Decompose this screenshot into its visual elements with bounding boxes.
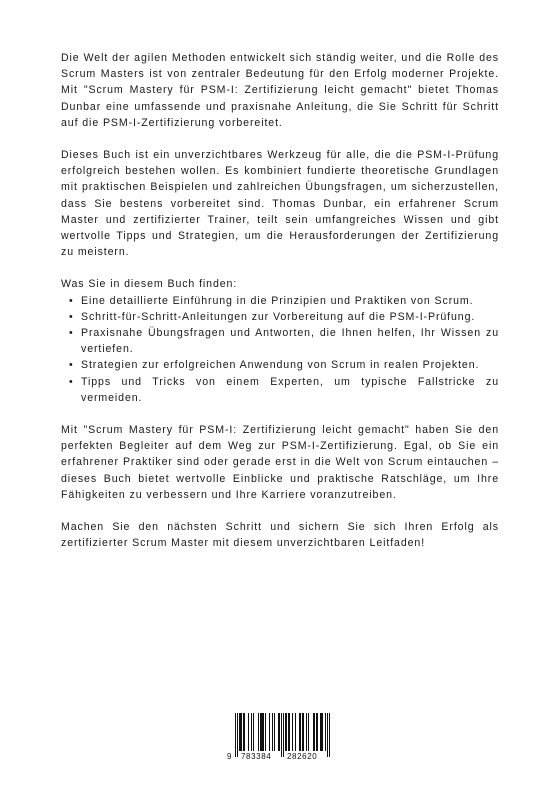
barcode-bar (243, 713, 244, 751)
barcode-bar (295, 713, 296, 751)
barcode-bar (263, 713, 264, 751)
barcode-bar (289, 713, 290, 751)
bullet-icon: • (69, 375, 74, 388)
barcode-bar (285, 713, 286, 751)
feature-list (61, 293, 499, 406)
barcode-bar (300, 713, 301, 751)
list-item-text: Tipps und Tricks von einem Experten, um typische Fallstricke zu vermeiden. (81, 375, 499, 404)
barcode-bar (327, 713, 328, 757)
barcode-lead-digit: 9 (227, 752, 233, 761)
barcode-bar (321, 713, 322, 751)
barcode-bar (272, 713, 273, 751)
barcode-bar (306, 713, 307, 751)
barcode-bar (278, 713, 279, 751)
barcode (227, 711, 335, 763)
barcode-bar (308, 713, 309, 751)
barcode-bar (251, 713, 252, 751)
barcode-bar (244, 713, 245, 751)
barcode-bar (281, 713, 282, 757)
barcode-bar (313, 713, 314, 751)
barcode-bar (265, 713, 266, 751)
list-item-text: Praxisnahe Übungsfragen und Antworten, die Ihnen helfen, Ihr Wissen zu vertiefen. (81, 327, 499, 356)
barcode-bar (314, 713, 315, 751)
barcode-bar (288, 713, 289, 751)
call-to-action-paragraph: Machen Sie den nächsten Schritt und sichern Sie sich Ihren Erfolg als zertifizierter Scrum Master mit diesem unverzichtbaren Leitfaden! (61, 521, 499, 550)
intro-paragraph: Die Welt der agilen Methoden entwickelt sich ständig weiter, und die Rolle des Scrum Masters ist von zentraler Bedeutung für den Erfolg moderner Projekte. Mit "Scrum Mastery für PSM-I: Zertifizierung leicht gemacht" bietet Thomas Dunbar eine umfassende und praxisnahe Anleitung, die Sie Schritt für Schritt auf die PSM-I-Zertifizierung vorbereitet. (61, 52, 499, 129)
list-item-text: Schritt-für-Schritt-Anleitungen zur Vorbereitung auf die PSM-I-Prüfung. (81, 310, 476, 323)
barcode-bar (286, 713, 287, 751)
barcode-bar (240, 713, 241, 751)
barcode-bar (260, 713, 261, 751)
barcode-bar (274, 713, 275, 751)
list-item (61, 293, 499, 309)
bullet-icon: • (69, 310, 74, 323)
barcode-bar (235, 713, 236, 757)
bullet-icon: • (69, 359, 74, 372)
bullet-icon: • (69, 294, 74, 307)
list-heading: Was Sie in diesem Buch finden: (61, 278, 238, 291)
barcode-bar (261, 713, 262, 751)
description-paragraph: Dieses Buch ist ein unverzichtbares Werkzeug für alle, die die PSM-I-Prüfung erfolgreich bestehen wollen. Es kombiniert fundierte theoretische Grundlagen mit praktischen Beispielen und zahlreichen Übungsfragen, um sicherzustellen, dass Sie bestens vorbereitet sind. Thomas Dunbar, ein erfahrener Scrum Master und zertifizierter Trainer, teilt sein umfangreiches Wissen und gibt wertvolle Tipps und Strategien, um die Herausforderungen der Zertifizierung zu meistern. (61, 149, 499, 259)
barcode-bar (292, 713, 293, 751)
barcode-bar (302, 713, 303, 751)
list-item (61, 325, 499, 357)
list-item (61, 374, 499, 406)
barcode-bar (303, 713, 304, 751)
closing-paragraph: Mit "Scrum Mastery für PSM-I: Zertifizierung leicht gemacht" haben Sie den perfekten Begleiter auf dem Weg zur PSM-I-Zertifizierung. Egal, ob Sie ein erfahrener Praktiker sind oder gerade erst in die Welt von Scrum eintauchen – dieses Buch bietet wertvolle Einblicke und praktische Ratschläge, um Ihre Fähigkeiten zu verbessern und Ihre Karriere voranzutreiben. (61, 424, 499, 501)
barcode-bar (258, 713, 259, 751)
barcode-bar (248, 713, 249, 751)
barcode-bar (269, 713, 270, 751)
list-item-text: Eine detaillierte Einführung in die Prinzipien und Praktiken von Scrum. (81, 294, 474, 307)
barcode-bar (317, 713, 318, 751)
barcode-bar (239, 713, 240, 751)
barcode-bar (316, 713, 317, 751)
barcode-bar (237, 713, 238, 757)
barcode-bar (325, 713, 326, 751)
barcode-bar (279, 713, 280, 751)
back-cover-text (61, 50, 499, 567)
list-item (61, 357, 499, 373)
barcode-bar (329, 713, 330, 757)
barcode-left-group: 783384 (241, 752, 272, 761)
list-item-text: Strategien zur erfolgreichen Anwendung von Scrum in realen Projekten. (81, 359, 480, 372)
barcode-bar (320, 713, 321, 751)
barcode-bar (253, 713, 254, 751)
barcode-bar (299, 713, 300, 751)
list-item (61, 309, 499, 325)
barcode-bar (283, 713, 284, 757)
bullet-icon: • (69, 327, 74, 340)
barcode-bar (322, 713, 323, 751)
barcode-bar (262, 713, 263, 751)
barcode-bar (241, 713, 242, 751)
barcode-right-group: 282620 (287, 752, 318, 761)
